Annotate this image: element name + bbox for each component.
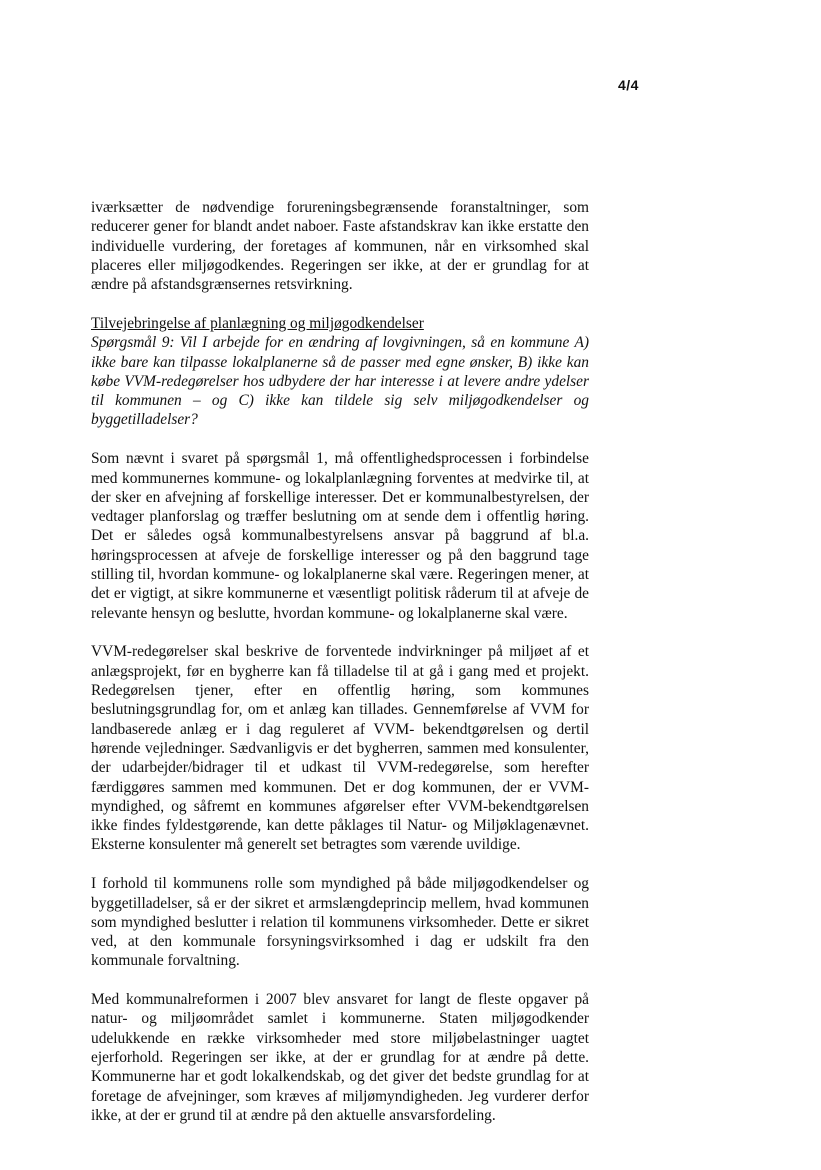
answer-paragraph-planning: Som nævnt i svaret på spørgsmål 1, må offentlighedsprocessen i forbindelse med kommunernes kommune- og lokalplanlægning forventes at medvirke til, at der sker en afvejning af forskellige interesser. Det er kommunalbestyrelsen, der vedtager planforslag og træffer beslutning om at sende dem i offentlig høring. Det er således også kommunalbestyrelsens ansvar på baggrund af bl.a. høringsprocessen at afveje de forskellige interesser og på den baggrund tage stilling til, hvordan kommune- og lokalplanerne skal være. Regeringen mener, at det er vigtigt, at sikre kommunerne et væsentligt politisk råderum til at afveje de relevante hensyn og beslutte, hvordan kommune- og lokalplanerne skal være.	[91, 450, 589, 622]
question-9: Spørgsmål 9: Vil I arbejde for en ændring af lovgivningen, så en kommune A) ikke bare kan tilpasse lokalplanerne så de passer med egne ønsker, B) ikke kan købe VVM-redegørelser hos udbydere der har interesse i at levere andre ydelser til kommunen – og C) ikke kan tildele sig selv miljøgodkendelser og byggetilladelser?	[91, 334, 589, 429]
answer-paragraph-authority: I forhold til kommunens rolle som myndighed på både miljøgodkendelser og byggetilladelser, så er der sikret et armslængdeprincip mellem, hvad kommunen som myndighed beslutter i relation til kommunens virksomheder. Dette er sikret ved, at den kommunale forsyningsvirksomhed i dag er udskilt fra den kommunale forvaltning.	[91, 875, 589, 970]
answer-paragraph-reform: Med kommunalreformen i 2007 blev ansvaret for langt de fleste opgaver på natur- og miljøområdet samlet i kommunerne. Staten miljøgodkender udelukkende en række virksomheder med store miljøbelastninger uagtet ejerforhold. Regeringen ser ikke, at der er grundlag for at ændre på dette. Kommunerne har et godt lokalkendskab, og det giver det bedste grundlag for at foretage de afvejninger, som kræves af miljømyndigheden. Jeg vurderer derfor ikke, at der er grund til at ændre på den aktuelle ansvarsfordeling.	[91, 991, 589, 1124]
answer-paragraph-vvm: VVM-redegørelser skal beskrive de forventede indvirkninger på miljøet af et anlægsprojekt, før en bygherre kan få tilladelse til at gå i gang med et projekt. Redegørelsen tjener, efter en offentlig høring, som kommunes beslutningsgrundlag for, om et anlæg kan tillades. Gennemførelse af VVM for landbaserede anlæg er i dag reguleret af VVM- bekendtgørelsen og dertil hørende vejledninger. Sædvanligvis er det bygherren, sammen med konsulenter, der udarbejder/bidrager til et udkast til VVM-redegørelse, som herefter færdiggøres sammen med kommunen. Det er dog kommunen, der er VVM-myndighed, og såfremt en kommunes afgørelser efter VVM-bekendtgørelsen ikke findes fyldestgørende, kan dette påklages til Natur- og Miljøklagenævnet. Eksterne konsulenter må generelt set betragtes som værende uvildige.	[91, 643, 589, 854]
page-number: 4/4	[618, 77, 639, 93]
section-heading: Tilvejebringelse af planlægning og miljøgodkendelser	[91, 314, 424, 332]
document-body	[91, 198, 589, 1145]
intro-paragraph: iværksætter de nødvendige forureningsbegrænsende foranstaltninger, som reducerer gener for blandt andet naboer. Faste afstandskrav kan ikke erstatte den individuelle vurdering, der foretages af kommunen, når en virksomhed skal placeres eller miljøgodkendes. Regeringen ser ikke, at der er grundlag for at ændre på afstandsgrænsernes retsvirkning.	[91, 199, 589, 294]
